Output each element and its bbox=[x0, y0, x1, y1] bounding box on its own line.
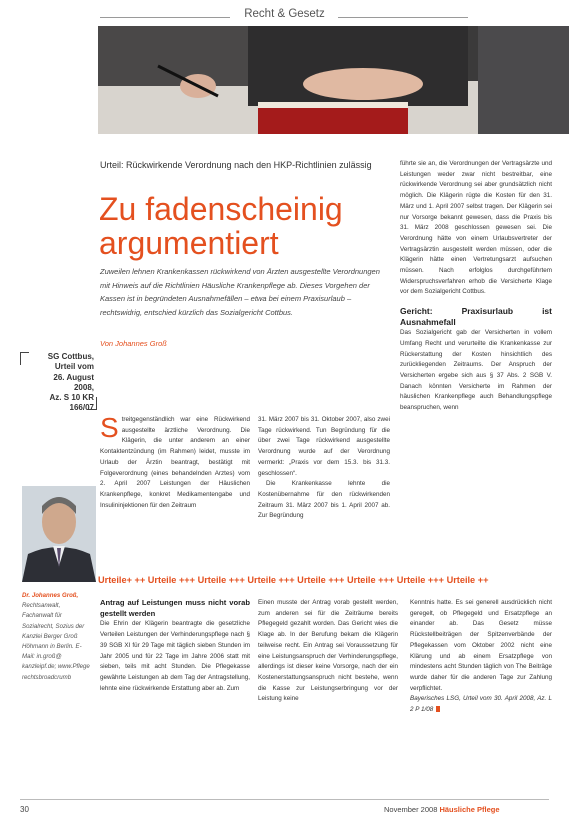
court-reference-box bbox=[20, 352, 94, 413]
author-portrait bbox=[22, 486, 96, 582]
lower-column-1 bbox=[100, 598, 250, 793]
case-citation bbox=[410, 694, 552, 715]
body-text: Die Ehrin der Klägerin beantragte die gesetzliche Verteilen Leistungen der Verhinderungspflege nach § 39 SGB XI für 29 Tage mit täglich sieben Stunden im Jahr 2005 und für 22 Tage im Jahre 2006 statt mit sieben, teils mit acht Stunden. Die Pflegekasse gewährte Leistungen ab dem Tag der Antragstellung, lehnte eine rückwirkende Erstattung aber ab. Zum bbox=[100, 620, 250, 692]
bio-text: Rechtsanwalt, Fachanwalt für Sozialrecht, Sozius der Kanzlei Berger Groß Höhmann in Berlin. E-Mail: in.groß@ kanzleipf.de; www.Pflege rechtsbroadcrumb bbox=[22, 602, 90, 681]
body-column-1 bbox=[100, 415, 250, 565]
body-text: Das Sozialgericht gab der Versicherten in vollem Umfang Recht und verurteilte die Krankenkasse zur Rückerstattung der Kosten hinsichtlich des zurückliegenden Zeitraums. Der Anspruch der Versicherten ergebe sich aus § 37 Abs. 2 SGB V. Danach könnten Versicherte im Rahmen der häuslichen Krankenpflege auch Behandlungspflege beanspruchen, wenn bbox=[400, 329, 552, 412]
bracket-bottom bbox=[88, 397, 97, 410]
court-line: Az. S 10 KR bbox=[49, 393, 94, 403]
article-kicker: Urteil: Rückwirkende Verordnung nach den HKP-Richtlinien zulässig bbox=[100, 160, 372, 170]
bio-name: Dr. Johannes Groß, bbox=[22, 592, 79, 599]
body-text: führte sie an, die Verordnungen der Vertragsärzte und Leistungen weder zwar nicht bestreitbar, eine rückwirkende Verordnung sei aber grundsätzlich nicht möglich. Die Klägerin rügte die Kosten für den 31. März und 1. April 2007 selbst tragen. Der Klägerin sei nur Vorsorge bekannt gewesen, dass die Praxis bis 31. März 2008 geschlossen gewesen sei. Die Verordnung hätte von einem Urlaubsvertreter der Vertragsärztin ausgestellt werden müssen, oder die Klägerin hätte einen Vertretungsarzt aufsuchen müssen. Nach erfolglos durchgeführtem Widerspruchsverfahren erhob die Versicherte Klage vor dem Sozialgericht Cottbus. bbox=[400, 160, 552, 296]
body-text: Die Krankenkasse lehnte die Kostenübernahme für den rückwirkenden Zeitraum 31. März 2007 bis 1. April 2007 ab. Zur Begründung bbox=[258, 480, 390, 520]
body-column-2 bbox=[258, 415, 390, 565]
court-line: 166/07 bbox=[69, 403, 94, 413]
footer-issue bbox=[384, 805, 500, 814]
body-text: Einen musste der Antrag vorab gestellt werden, zum anderen sei für die Zeiträume bereits Pflegegeld gezahlt worden. Das Gericht wies die Klage ab. In der Berufung bekam die Klägerin teilweise recht. Ein Antrag sei Voraussetzung für eine Leistungsanspruch der Verhinderungspflege, allerdings ist dieser keine Vorsorge, nach der ein Kostenerstattungsanspruch nicht bestehe, wenn die Kasse zur Leistungserbringung vor der Leistung keine bbox=[258, 599, 398, 703]
article-lead: Zuweilen lehnen Krankenkassen rückwirkend von Ärzten ausgestellte Verordnungen mit Hinweis auf die Richtlinien Häusliche Krankenpflege ab. Dieses Vorgehen der Kassen ist in begründeten Ausnahmefällen – etwa bei einem Praxisurlaub – rechtswidrig, entschied kürzlich das Sozialgericht Cottbus. bbox=[100, 267, 380, 317]
court-line: Urteil vom bbox=[54, 362, 94, 372]
lower-column-3 bbox=[410, 598, 552, 793]
page-number: 30 bbox=[20, 805, 29, 814]
lower-column-2 bbox=[258, 598, 398, 793]
section-header bbox=[0, 0, 569, 28]
body-text: Kenntnis hatte. Es sei generell ausdrücklich nicht geregelt, ob Pflegegeld und Ersatzpflege an einander ab. Das Gesetz müsse Rückstellbeiträgen der Spitzenverbände der Pflegekassen vom Oktober 2002 nicht eine Klärung und ab einem Ersatzpflege von mindestens acht Stunden täglich von The Beiträge wurde daher für die anderen Tage zur Zahlung verpflichtet. bbox=[410, 599, 552, 692]
body-text: 31. März 2007 bis 31. Oktober 2007, also zwei Tage rückwirkend. Tun Begründung für die über zwei Tage rückwirkend ausgestellte Verordnung wurde auf der Verordnung vermerkt: „Praxis vor dem 15.3. bis 31.3. geschlossen“. bbox=[258, 416, 390, 477]
end-mark-icon bbox=[436, 706, 440, 712]
court-line: SG Cottbus, bbox=[47, 352, 94, 361]
bracket-top bbox=[20, 352, 29, 365]
section-title: Recht & Gesetz bbox=[244, 8, 325, 20]
citation-text: Bayerisches LSG, Urteil vom 30. April 2008, Az. L 2 P 1/08 bbox=[410, 695, 552, 714]
body-text: treitgegenständlich war eine Rückwirkend ausgestellte ärztliche Verordnung. Die Klägerin, die unter anderem an einer Kontaktentzündung (im Rahmen) leidet, musste im Urlaub der Ärztin beantragt, bestätigt mit Folgeverordnung (eines behandelnden Arztes) vom 2. April 2007 Leistungen der Häuslichen Krankenpflege, konkret Medikamentengabe und Insulininjektionen für den Zeitraum bbox=[100, 416, 250, 509]
section-subhead: Gericht: Praxisurlaub ist Ausnahmefall bbox=[400, 306, 552, 328]
court-line: 2008, bbox=[73, 382, 94, 392]
author-bio bbox=[22, 591, 92, 683]
article-headline: Zu fadenscheinig argumentiert bbox=[99, 191, 343, 261]
body-column-3 bbox=[400, 159, 552, 564]
hero-photo bbox=[98, 26, 569, 134]
drop-cap: S bbox=[100, 415, 119, 443]
urteile-band: Urteile+ ++ Urteile +++ Urteile +++ Urteile +++ Urteile +++ Urteile +++ Urteile +++ Urteile ++ bbox=[98, 575, 489, 585]
lower-subhead: Antrag auf Leistungen muss nicht vorab gestellt werden bbox=[100, 598, 250, 618]
article-author: Von Johannes Groß bbox=[100, 339, 167, 348]
magazine-name: Häusliche Pflege bbox=[439, 805, 500, 814]
issue-date: November 2008 bbox=[384, 805, 438, 814]
court-line: 26. August bbox=[53, 372, 94, 382]
footer-divider bbox=[20, 799, 549, 800]
